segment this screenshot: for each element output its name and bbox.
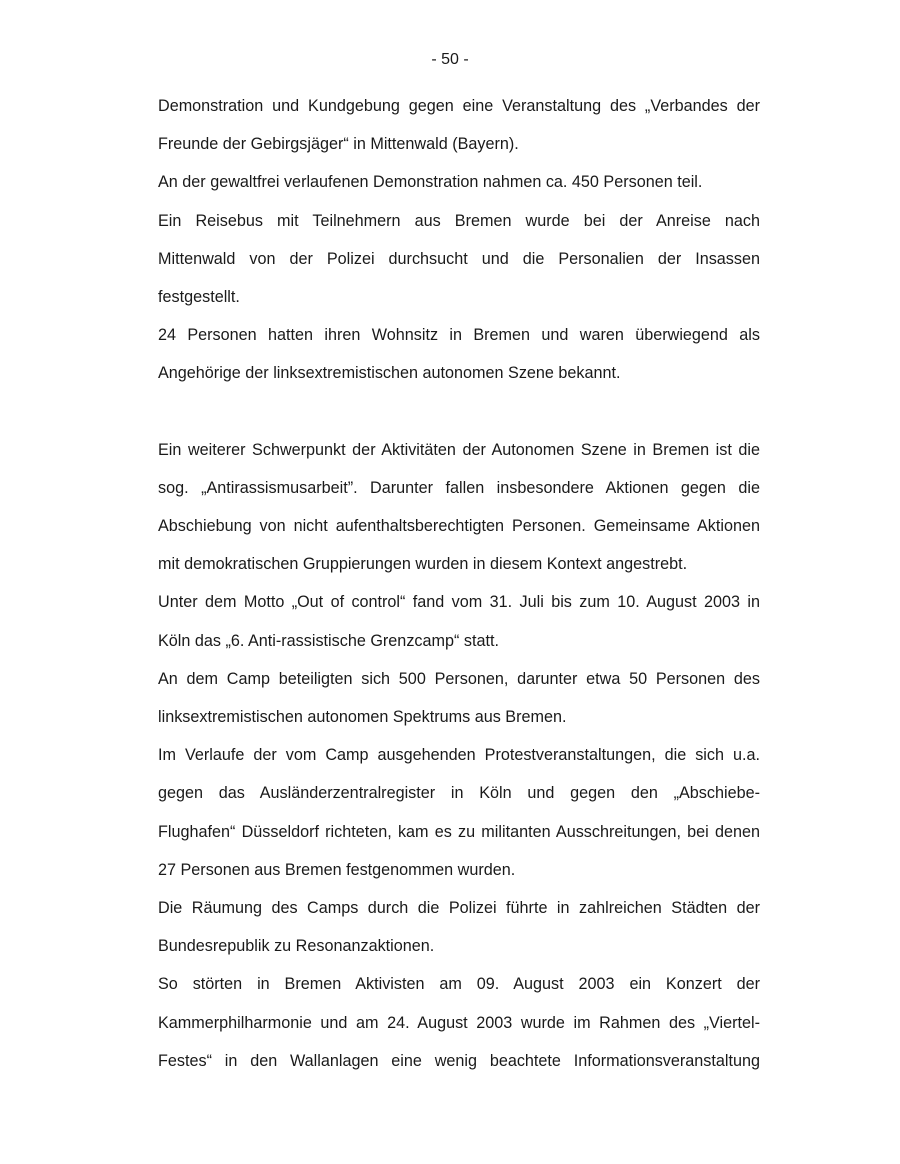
text-line: Demonstration und Kundgebung gegen eine Veranstaltung des „Verbandes der [158,97,760,115]
text-line: 24 Personen hatten ihren Wohnsitz in Bremen und waren überwiegend als [158,326,760,345]
text-line: An dem Camp beteiligten sich 500 Personen, darunter etwa 50 Personen des [158,669,760,688]
text-line: So störten in Bremen Aktivisten am 09. August 2003 ein Konzert der [158,975,760,994]
paragraph [158,741,760,894]
text-line: linksextremistischen autonomen Spektrums aus Bremen. [158,708,567,726]
text-line: Festes“ in den Wallanlagen eine wenig beachtete Informationsveranstaltung [158,1051,760,1070]
text-line: Abschiebung von nicht aufenthaltsberechtigten Personen. Gemeinsame Aktionen [158,517,760,536]
paragraph [158,588,760,664]
body-text [158,92,760,1085]
text-line: Mittenwald von der Polizei durchsucht und die Personalien der Insassen [158,249,760,268]
text-line: Ein Reisebus mit Teilnehmern aus Bremen wurde bei der Anreise nach [158,211,760,230]
text-line: festgestellt. [158,287,240,306]
text-line: Ein weiterer Schwerpunkt der Aktivitäten der Autonomen Szene in Bremen ist die [158,440,760,459]
page-number: - 50 - [431,51,469,68]
paragraph [158,665,760,741]
paragraph-gap [158,398,760,436]
paragraph [158,168,760,206]
text-line: An der gewaltfrei verlaufenen Demonstration nahmen ca. 450 Personen teil. [158,173,703,192]
paragraph [158,92,760,168]
paragraph [158,321,760,397]
paragraph [158,894,760,970]
paragraph [158,436,760,589]
paragraph [158,970,760,1085]
text-line: sog. „Antirassismusarbeit”. Darunter fallen insbesondere Aktionen gegen die [158,478,760,497]
text-line: Freunde der Gebirgsjäger“ in Mittenwald (Bayern). [158,135,519,154]
text-line: Flughafen“ Düsseldorf richteten, kam es zu militanten Ausschreitungen, bei denen [158,822,760,841]
text-line: 27 Personen aus Bremen festgenommen wurden. [158,860,516,879]
text-line: Köln das „6. Anti-rassistische Grenzcamp“ statt. [158,631,499,650]
text-line: gegen das Ausländerzentralregister in Köln und gegen den „Abschiebe- [158,784,760,803]
text-line: Bundesrepublik zu Resonanzaktionen. [158,937,435,956]
text-line: Angehörige der linksextremistischen autonomen Szene bekannt. [158,364,621,383]
text-line: Kammerphilharmonie und am 24. August 2003 wurde im Rahmen des „Viertel- [158,1013,760,1032]
text-line: Unter dem Motto „Out of control“ fand vom 31. Juli bis zum 10. August 2003 in [158,593,760,612]
text-line: Die Räumung des Camps durch die Polizei führte in zahlreichen Städten der [158,898,760,917]
text-line: Im Verlaufe der vom Camp ausgehenden Protestveranstaltungen, die sich u.a. [158,746,760,765]
paragraph [158,207,760,322]
text-line: mit demokratischen Gruppierungen wurden in diesem Kontext angestrebt. [158,555,688,574]
